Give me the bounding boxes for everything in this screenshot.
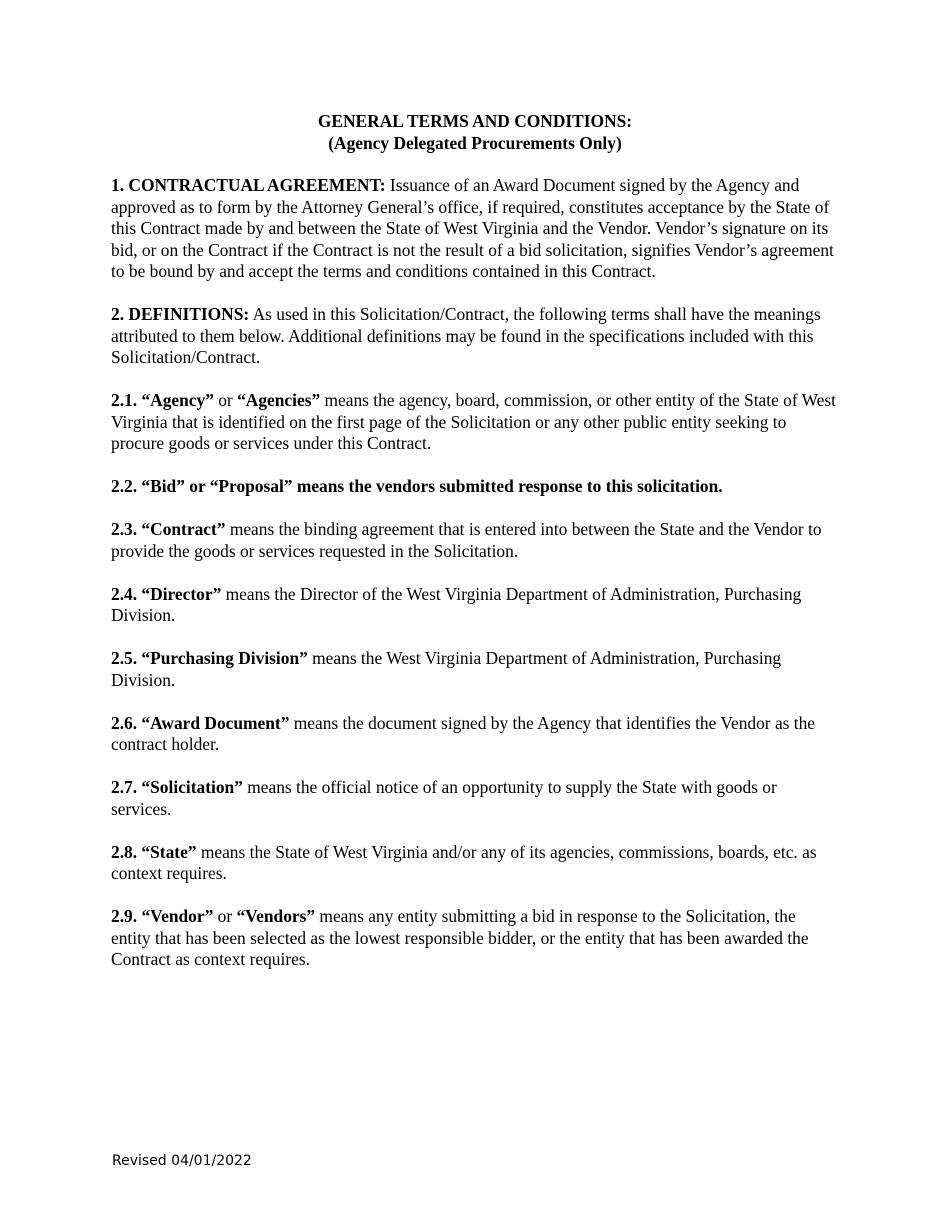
definition-term: 2.6. “Award Document” <box>111 712 290 733</box>
definition-number: 2.9. <box>111 906 142 926</box>
definition-term: 2.3. “Contract” <box>111 519 226 539</box>
definition-term: “Vendors” <box>236 906 316 926</box>
definition-term: 2.7. “Solicitation” <box>111 777 243 797</box>
document-page <box>111 111 839 992</box>
title-line-1: GENERAL TERMS AND CONDITIONS: <box>317 111 633 131</box>
definition-2-7-solicitation <box>111 777 839 820</box>
definition-text: means any entity submitting a bid in response to the Solicitation, the entity that has been selected as the lowest responsible bidder, or the entity that has been awarded the Contract as context requires. <box>111 906 809 969</box>
definition-connector: or <box>213 390 238 410</box>
definition-2-5-purchasing-division <box>111 648 839 691</box>
definition-2-8-state <box>111 842 839 885</box>
document-title <box>111 111 839 154</box>
definition-2-3-contract <box>111 519 839 562</box>
definition-term: “Agency” <box>141 390 214 410</box>
definition-text: means the official notice of an opportunity to supply the State with goods or services. <box>111 777 777 819</box>
definition-2-2-bid <box>111 476 839 498</box>
definition-term: “Vendor” <box>141 906 214 926</box>
revision-footer: Revised 04/01/2022 <box>112 1153 252 1169</box>
section-1-contractual-agreement <box>111 175 839 283</box>
definition-text: means the binding agreement that is entered into between the State and the Vendor to provide the goods or services requested in the Solicitation. <box>111 519 822 561</box>
definition-term: “Agencies” <box>237 390 321 410</box>
definition-text: means the West Virginia Department of Administration, Purchasing Division. <box>111 648 782 690</box>
definition-text: means the document signed by the Agency that identifies the Vendor as the contract holder. <box>111 712 816 754</box>
definition-text: means the agency, board, commission, or other entity of the State of West Virginia that is identified on the first page of the Solicitation or any other public entity seeking to procure goods or services under this Contract. <box>111 390 836 453</box>
section-text: Issuance of an Award Document signed by the Agency and approved as to form by the Attorney General’s office, if required, constitutes acceptance by the State of this Contract made by and between the State of West Virginia and the Vendor. Vendor’s signature on its bid, or on the Contract if the Contract is not the result of a bid solicitation, signifies Vendor’s agreement to be bound by and accept the terms and conditions contained in this Contract. <box>111 175 834 281</box>
definition-text: means the Director of the West Virginia Department of Administration, Purchasing Division. <box>111 583 802 625</box>
definition-2-6-award-document <box>111 713 839 756</box>
definition-term: 2.4. “Director” <box>111 583 222 604</box>
definition-2-1-agency <box>111 390 839 455</box>
definition-term: 2.5. “Purchasing Division” <box>111 648 308 668</box>
section-heading: 1. CONTRACTUAL AGREEMENT: <box>111 175 386 195</box>
section-2-definitions <box>111 304 839 369</box>
definition-2-4-director <box>111 584 839 627</box>
section-heading: 2. DEFINITIONS: <box>111 304 250 324</box>
definition-number: 2.1. <box>111 390 142 410</box>
section-text: As used in this Solicitation/Contract, the following terms shall have the meanings attributed to them below. Additional definitions may be found in the specifications included with this Solicitation/Contract. <box>111 304 821 367</box>
definition-connector: or <box>213 906 237 926</box>
definition-term: 2.8. “State” <box>111 841 197 862</box>
definition-text: means the State of West Virginia and/or any of its agencies, commissions, boards, etc. as context requires. <box>111 841 817 883</box>
title-line-2: (Agency Delegated Procurements Only) <box>328 132 622 153</box>
definition-text: 2.2. “Bid” or “Proposal” means the vendors submitted response to this solicitation. <box>111 476 723 496</box>
definition-2-9-vendor <box>111 906 839 971</box>
